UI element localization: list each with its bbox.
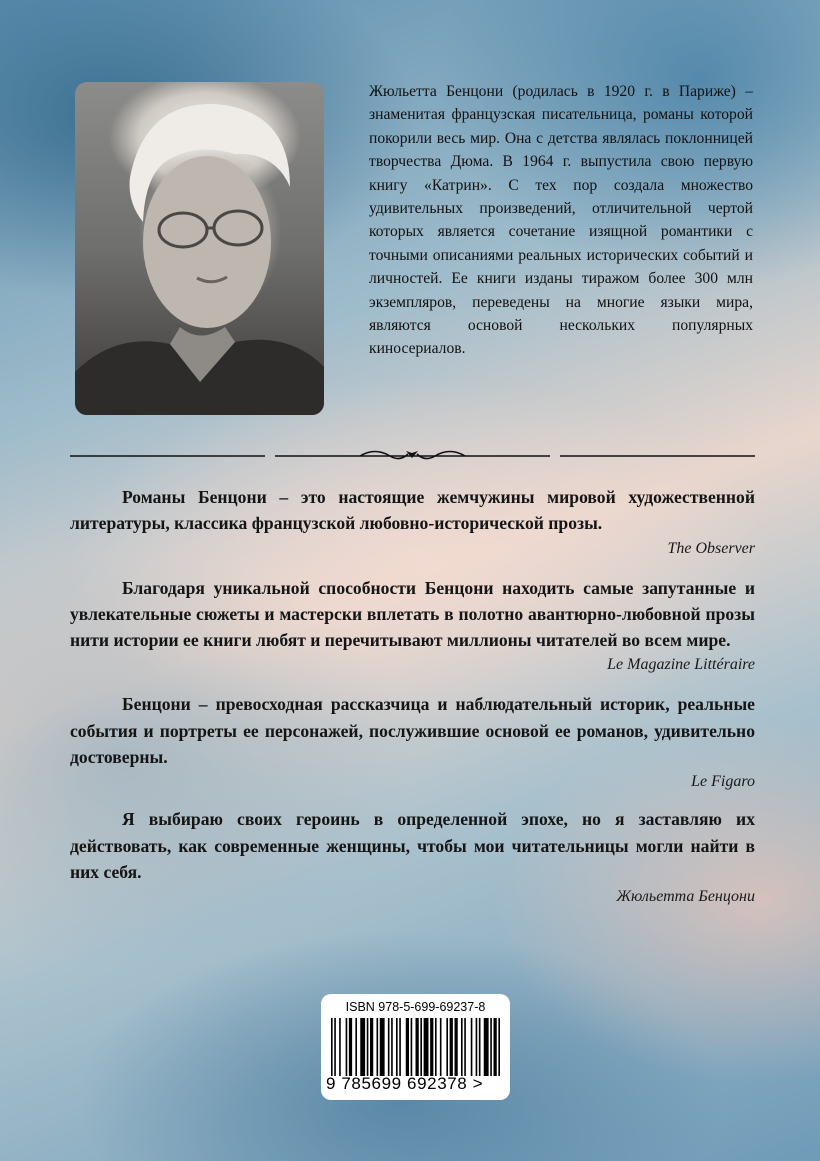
author-bio: Жюльетта Бенцони (родилась в 1920 г. в Париже) – знаменитая французская писательница, романы которой покорили весь мир. Она с детства являлась поклонницей творчества Дюма. В 1964 г. выпустила свою первую книгу «Катрин». С тех пор создала множество удивительных произведений, отличительной чертой которых является сочетание изящной романтики с точными описаниями реальных исторических событий и личностей. Ее книги изданы тиражом более 300 млн экземпляров, переведены на многие языки мира, являются основой нескольких популярных киносериалов. [369, 83, 753, 358]
review-quote: Благодаря уникальной способности Бенцони находить самые запутанные и увлекательные сюжеты и мастерски вплетать в полотно авантюрно-любовной прозы нити истории ее книги любят и перечитывают миллионы читателей во всем мире. [70, 577, 755, 651]
barcode-bar [391, 1018, 393, 1076]
barcode-bar [355, 1018, 357, 1076]
barcode-bar [484, 1018, 489, 1076]
barcode-bar [494, 1018, 497, 1076]
reviews-section [70, 484, 755, 909]
barcode-bar [455, 1018, 458, 1076]
barcode-bar [396, 1018, 398, 1076]
barcode-bar [339, 1018, 341, 1076]
barcode-bar [411, 1018, 413, 1076]
barcode-bar [446, 1018, 448, 1076]
barcode-bar [334, 1018, 336, 1076]
barcode-bar [370, 1018, 373, 1076]
barcode-bar [450, 1018, 453, 1076]
barcode-bar [435, 1018, 437, 1076]
ornamental-divider [70, 446, 755, 466]
review-quote: Романы Бенцони – это настоящие жемчужины мировой художественной литературы, классика французской любовно-исторической прозы. [70, 487, 755, 534]
barcode-panel [321, 994, 510, 1100]
barcode-bar [476, 1018, 478, 1076]
barcode-bar [490, 1018, 492, 1076]
barcode-bar [377, 1018, 379, 1076]
author-portrait-illustration [75, 82, 324, 415]
barcode-bar [346, 1018, 348, 1076]
author-quote: Я выбираю своих героинь в определенной эпохе, но я заставляю их действовать, как современные женщины, чтобы мои читательницы могли найти в них себя. [70, 809, 755, 882]
author-photo [75, 82, 324, 415]
review-source: The Observer [667, 539, 755, 557]
barcode-bar [399, 1018, 401, 1076]
review-source: Le Figaro [691, 773, 755, 791]
barcode-bars [331, 1018, 500, 1076]
barcode-bar [380, 1018, 385, 1076]
isbn-label: ISBN 978-5-699-69237-8 [345, 1000, 486, 1014]
barcode-bar [388, 1018, 390, 1076]
barcode-bar [331, 1018, 333, 1076]
barcode-bar [479, 1018, 481, 1076]
barcode-bar [430, 1018, 433, 1076]
barcode-bar [416, 1018, 419, 1076]
barcode-bar [420, 1018, 422, 1076]
author-quote-signature: Жюльетта Бенцони [616, 888, 755, 906]
barcode-bar [471, 1018, 473, 1076]
barcode-bar [367, 1018, 369, 1076]
barcode-bar [349, 1018, 352, 1076]
barcode-bar [360, 1018, 365, 1076]
barcode-digits: 9 785699 692378 > [326, 1074, 484, 1093]
review-quote: Бенцони – превосходная рассказчица и наблюдательный историк, реальные события и портреты ее персонажей, послужившие основой ее романов, удивительно достоверны. [70, 694, 755, 768]
barcode-bar [424, 1018, 429, 1076]
barcode-bar [406, 1018, 409, 1076]
barcode-bar [498, 1018, 500, 1076]
barcode-bar [440, 1018, 442, 1076]
barcode-bar [464, 1018, 466, 1076]
review-source: Le Magazine Littéraire [607, 656, 755, 674]
barcode-bar [461, 1018, 463, 1076]
